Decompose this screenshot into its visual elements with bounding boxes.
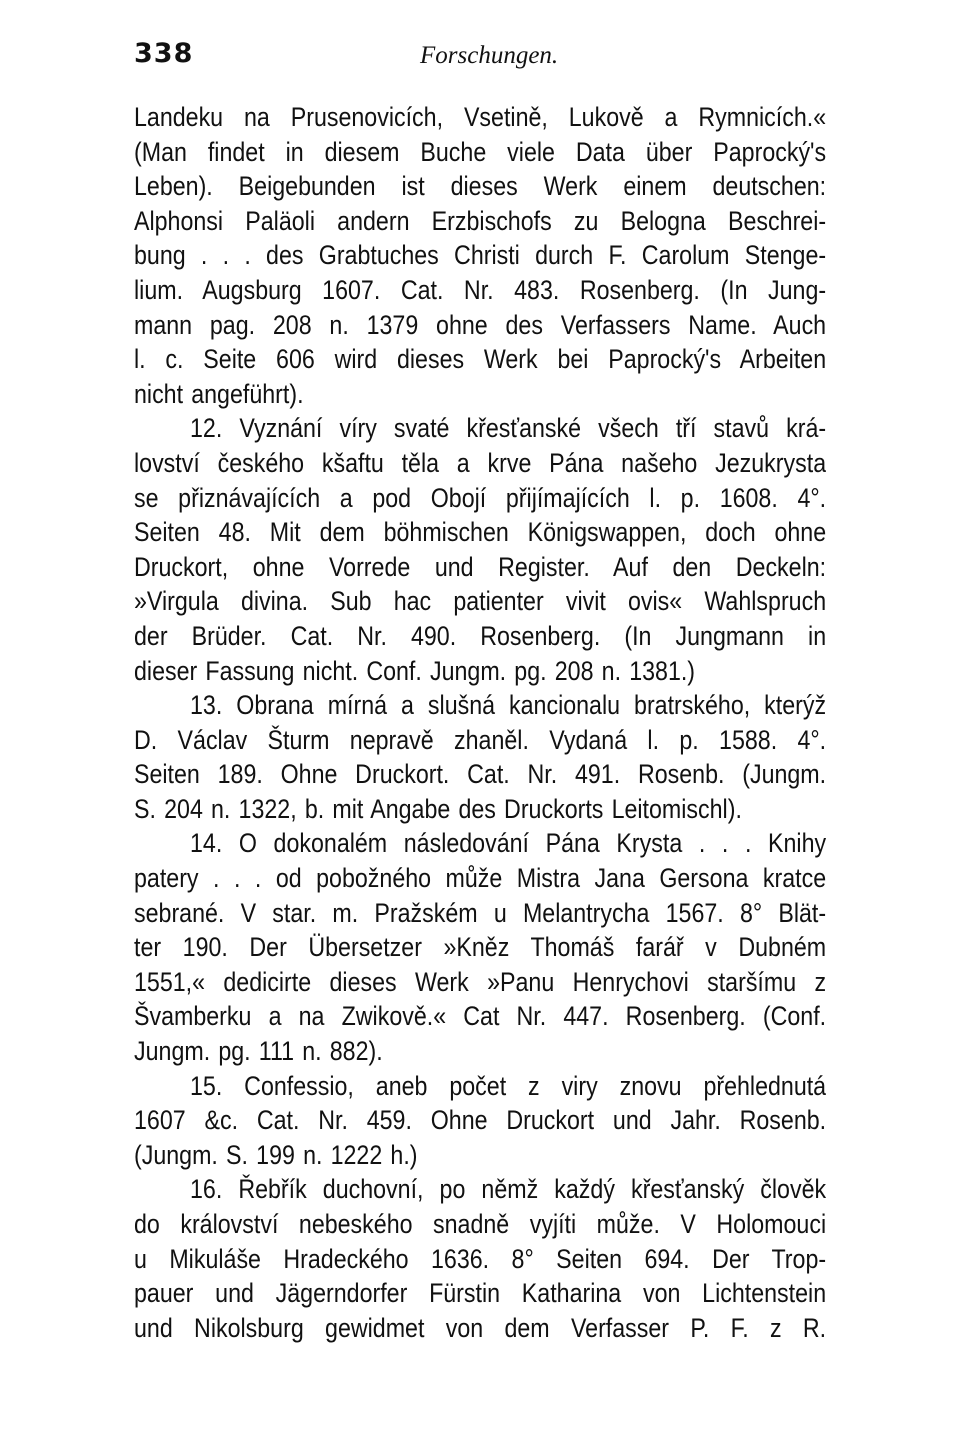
paragraph-continuation	[134, 100, 826, 411]
page-header	[134, 38, 826, 94]
text-line: 15. Confessio, aneb počet z viry znovu přehlednutá	[190, 1070, 826, 1101]
text-line: sebrané. V star. m. Pražském u Melantrycha 1567. 8° Blät-	[134, 897, 826, 928]
running-head: Forschungen.	[420, 42, 559, 69]
text-line: D. Václav Šturm nepravě zhaněl. Vydaná l. p. 1588. 4°.	[134, 724, 826, 755]
text-line: Seiten 48. Mit dem böhmischen Königswappen, doch ohne	[134, 517, 826, 548]
page-number: 338	[134, 38, 194, 69]
text-line: 14. O dokonalém následování Pána Krysta . . . Knihy	[190, 828, 826, 859]
page	[134, 38, 826, 1345]
text-line: Landeku na Prusenovicích, Vsetině, Lukově a Rymnicích.«	[134, 102, 826, 132]
entry-12	[134, 411, 826, 688]
text-line: bung . . . des Grabtuches Christi durch F. Carolum Stenge-	[134, 240, 826, 271]
entry-15	[134, 1069, 826, 1173]
text-line: u Mikuláše Hradeckého 1636. 8° Seiten 694. Der Trop-	[134, 1243, 826, 1274]
text-line: Druckort, ohne Vorrede und Register. Auf den Deckeln:	[134, 551, 826, 582]
text-line: Leben). Beigebunden ist dieses Werk einem deutschen:	[134, 171, 826, 202]
text-line: Seiten 189. Ohne Druckort. Cat. Nr. 491. Rosenb. (Jungm.	[134, 759, 826, 790]
text-line: (Jungm. S. 199 n. 1222 h.)	[134, 1139, 418, 1170]
text-line: patery . . . od pobožného může Mistra Jana Gersona kratce	[134, 863, 826, 894]
text-line: l. c. Seite 606 wird dieses Werk bei Paprocký's Arbeiten	[134, 344, 826, 375]
body-text	[134, 100, 826, 1345]
text-line: lovství českého kšaftu těla a krve Pána našeho Jezukrysta	[134, 447, 826, 478]
text-line: nicht angeführt).	[134, 378, 304, 409]
text-line: pauer und Jägerndorfer Fürstin Katharina von Lichtenstein	[134, 1278, 826, 1309]
text-line: do království nebeského snadně vyjíti může. V Holomouci	[134, 1209, 826, 1239]
text-line: ter 190. Der Übersetzer »Kněz Thomáš farář v Dubném	[134, 932, 826, 963]
text-line: und Nikolsburg gewidmet von dem Verfasser P. F. z R.	[134, 1312, 826, 1343]
text-line: Švamberku a na Zwikově.« Cat Nr. 447. Rosenberg. (Conf.	[134, 1001, 826, 1032]
text-line: Jungm. pg. 111 n. 882).	[134, 1036, 383, 1067]
text-line: »Virgula divina. Sub hac patienter vivit ovis« Wahlspruch	[134, 586, 826, 617]
text-line: 16. Řebřík duchovní, po němž každý křesťanský člověk	[190, 1174, 826, 1205]
text-line: mann pag. 208 n. 1379 ohne des Verfassers Name. Auch	[134, 309, 826, 340]
text-line: 13. Obrana mírná a slušná kancionalu bratrského, kterýž	[190, 690, 826, 721]
text-line: lium. Augsburg 1607. Cat. Nr. 483. Rosenberg. (In Jung-	[134, 274, 826, 305]
text-line: 1607 &c. Cat. Nr. 459. Ohne Druckort und Jahr. Rosenb.	[134, 1105, 826, 1136]
text-line: (Man findet in diesem Buche viele Data über Paprocký's	[134, 136, 826, 167]
text-line: se přiznávajících a pod Obojí přijímajících l. p. 1608. 4°.	[134, 482, 826, 513]
text-line: 1551,« dedicirte dieses Werk »Panu Henrychovi staršímu z	[134, 966, 826, 997]
entry-16	[134, 1172, 826, 1345]
text-line: Alphonsi Paläoli andern Erzbischofs zu Belogna Beschrei-	[134, 205, 826, 236]
text-line: 12. Vyznání víry svaté křesťanské všech tří stavů krá-	[190, 413, 826, 444]
text-line: dieser Fassung nicht. Conf. Jungm. pg. 208 n. 1381.)	[134, 655, 696, 686]
text-line: der Brüder. Cat. Nr. 490. Rosenberg. (In Jungmann in	[134, 620, 826, 651]
entry-14	[134, 826, 826, 1068]
text-line: S. 204 n. 1322, b. mit Angabe des Druckorts Leitomischl).	[134, 793, 742, 824]
entry-13	[134, 688, 826, 826]
